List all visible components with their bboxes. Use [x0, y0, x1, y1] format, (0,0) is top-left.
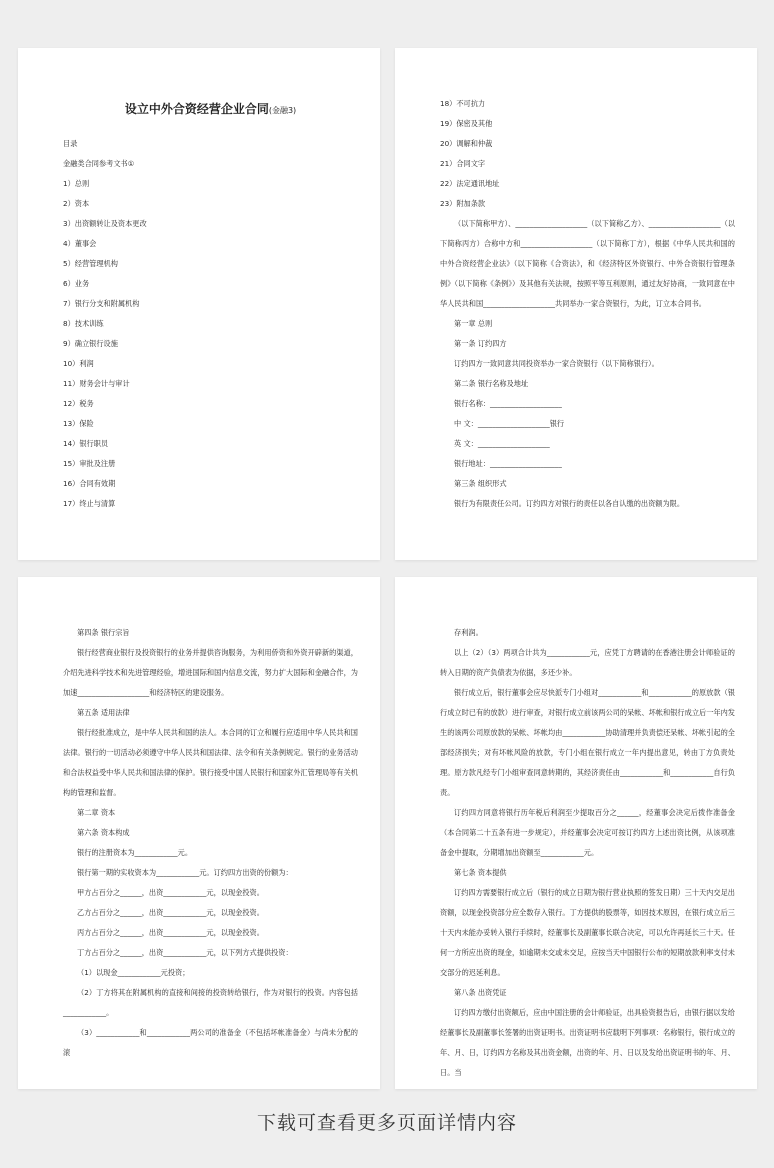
toc-item: 22）法定通讯地址	[440, 179, 500, 188]
toc-item: 19）保密及其他	[440, 119, 493, 128]
paragraph: （以下简称甲方）、____________________（以下简称乙方）、____________________（以下简称丙方）合称中方和____________________（以下简称丁方），根据《中华人民共和国的中外合资经营企业法》（以下简称《合资法》，和《经济特区外资银行、中外合资银行管理条例》（以下简称《条例》）及其他有关法规，按照平等互利原则，通过友好协商，一致同意在中华人民共和国____________________共同举办一家合资银行，为此，订立本合同书。	[440, 219, 735, 308]
paragraph: 银行名称：____________________	[454, 399, 562, 408]
paragraph: 银行为有限责任公司。订约四方对银行的责任以各自认缴的出资额为限。	[454, 499, 685, 508]
paragraph: 银行成立后，银行董事会应尽快派专门小组对____________和____________的原放款（银行成立时已有的放款）进行审查，对银行成立前该两公司的呆帐、坏帐和银行成立后一年内发生的该两公司原放款的呆帐、坏帐均由____________协助清理并负责偿还呆帐、坏帐引起的全部经济损失；对有坏帐风险的放款，专门小组在银行成立一年内提出意见，转由丁方负责处理。原方款凡经专门小组审查同意转期的，其经济责任由____________和____________自行负责。	[440, 688, 735, 797]
toc-item: 18）不可抗力	[440, 99, 486, 108]
toc-item: 4）董事会	[63, 239, 97, 248]
toc-item: 23）附加条款	[440, 199, 486, 208]
toc-item: 1）总则	[63, 179, 90, 188]
section-heading: 第二章 资本	[77, 808, 116, 817]
section-heading: 第四条 银行宗旨	[77, 628, 130, 637]
toc-item: 17）终止与清算	[63, 499, 116, 508]
toc-item: 5）经营管理机构	[63, 259, 118, 268]
paragraph: 乙方占百分之______，出资____________元，以现金投资。	[77, 908, 264, 917]
toc-item: 3）出资额转让及资本更改	[63, 219, 147, 228]
paragraph: 甲方占百分之______，出资____________元，以现金投资。	[77, 888, 264, 897]
section-heading: 第一章 总则	[454, 319, 493, 328]
page-4-body	[440, 623, 735, 1083]
section-heading: 第二条 银行名称及地址	[454, 379, 529, 388]
section-heading: 第八条 出资凭证	[454, 988, 507, 997]
paragraph: 订约四方缴付出资额后，应由中国注册的会计师验证，出具验资报告后，由银行据以发给经董事长及副董事长签署的出资证明书。出资证明书应载明下列事项：名称银行，银行成立的年、月、日，订约四方名称及其出资金额，出资的年、月、日以及发给出资证明书的年、月、日。当	[440, 1008, 735, 1077]
toc-item: 8）技术训练	[63, 319, 104, 328]
paragraph: （2）丁方将其在附属机构的直接和间接的投资转给银行，作为对银行的投资。内容包括____________。	[63, 988, 358, 1017]
toc-list-continued	[440, 94, 735, 214]
toc-item: 12）税务	[63, 399, 94, 408]
toc-item: 7）银行分支和附属机构	[63, 299, 140, 308]
toc-item: 10）利润	[63, 359, 94, 368]
paragraph: 丁方占百分之______，出资____________元，以下列方式提供投资：	[77, 948, 293, 957]
paragraph: 英 文：____________________	[454, 439, 550, 448]
section-heading: 第七条 资本提供	[454, 868, 507, 877]
page-2	[395, 48, 757, 560]
paragraph: 丙方占百分之______，出资____________元，以现金投资。	[77, 928, 264, 937]
paragraph: 银行经营商业银行及投资银行的业务并提供咨询服务，为利用侨资和外资开辟新的渠道，介绍先进科学技术和先进管理经验，增进国际和国内信息交流，努力扩大国际和金融合作，为加速____________________和经济特区的建设服务。	[63, 648, 358, 697]
section-heading: 第三条 组织形式	[454, 479, 507, 488]
toc-item: 6）业务	[63, 279, 90, 288]
toc-list	[63, 174, 358, 514]
section-heading: 第一条 订约四方	[454, 339, 507, 348]
toc-item: 14）银行职员	[63, 439, 109, 448]
toc-item: 2）资本	[63, 199, 90, 208]
download-more-prompt[interactable]: 下载可查看更多页面详情内容	[256, 1112, 517, 1134]
paragraph: 中 文：____________________银行	[454, 419, 565, 428]
toc-item: 13）保险	[63, 419, 94, 428]
paragraph: （1）以现金____________元投资；	[77, 968, 190, 977]
paragraph: 以上（2）（3）两项合计共为____________元，应凭丁方聘请的在香港注册会计师验证的转入日期的资产负债表为依据，多还少补。	[440, 648, 735, 677]
section-heading: 第六条 资本构成	[77, 828, 130, 837]
page-1-content	[63, 100, 358, 514]
toc-item: 20）调解和仲裁	[440, 139, 493, 148]
toc-item: 21）合同文字	[440, 159, 486, 168]
paragraph: 银行地址：____________________	[454, 459, 562, 468]
page-2-content	[440, 94, 735, 514]
paragraph: 银行经批准成立，是中华人民共和国的法人。本合同的订立和履行应适用中华人民共和国法律。银行的一切活动必须遵守中华人民共和国法律、法令和有关条例规定。银行的业务活动和合法权益受中华人民共和国法律的保护。银行接受中国人民银行和国家外汇管理局等有关机构的管理和监督。	[63, 728, 358, 797]
page-4	[395, 577, 757, 1089]
page-3	[18, 577, 380, 1089]
page-1	[18, 48, 380, 560]
section-heading: 第五条 适用法律	[77, 708, 130, 717]
toc-item: 9）确立银行设施	[63, 339, 118, 348]
paragraph: 银行的注册资本为____________元。	[77, 848, 193, 857]
toc-item: 16）合同有效期	[63, 479, 116, 488]
toc-item: 11）财务会计与审计	[63, 379, 130, 388]
page-2-body	[440, 214, 735, 514]
paragraph: （3）____________和____________两公司的准备金（不包括坏帐准备金）与尚未分配的滚	[63, 1028, 358, 1057]
paragraph: 订约四方一致同意共同投资举办一家合资银行（以下简称银行）。	[454, 359, 659, 368]
paragraph: 订约四方需要银行成立后（银行的成立日期为银行营业执照的签发日期）三十天内交足出资额，以现金投资部分应全数存入银行。丁方提供的股票等，如因技术原因，在银行成立后三十天内未能办妥转入银行手续时，经董事长及副董事长联合决定，可以允许再延长三十天。任何一方所应出资的现金，如逾期未交或未交足，应按当天中国银行公布的短期放款利率支付未交部分的迟延利息。	[440, 888, 735, 977]
toc-item: 15）审批及注册	[63, 459, 116, 468]
paragraph: 银行第一期的实收资本为____________元。订约四方出资的份额为：	[77, 868, 293, 877]
toc-subtitle: 金融类合同参考文书①	[63, 159, 135, 168]
paragraph: 订约四方同意将银行历年税后利润至少提取百分之______，经董事会决定后拨作准备金（本合同第二十五条有进一步规定），并经董事会决定可按订约四方上述出资比例，从该项准备金中提取，分期增加出资额至____________元。	[440, 808, 735, 857]
document-title: 设立中外合资经营企业合同(金融3)	[124, 102, 297, 116]
paragraph: 存利润。	[454, 628, 483, 637]
toc-label: 目录	[63, 139, 78, 148]
page-3-body	[63, 623, 358, 1063]
